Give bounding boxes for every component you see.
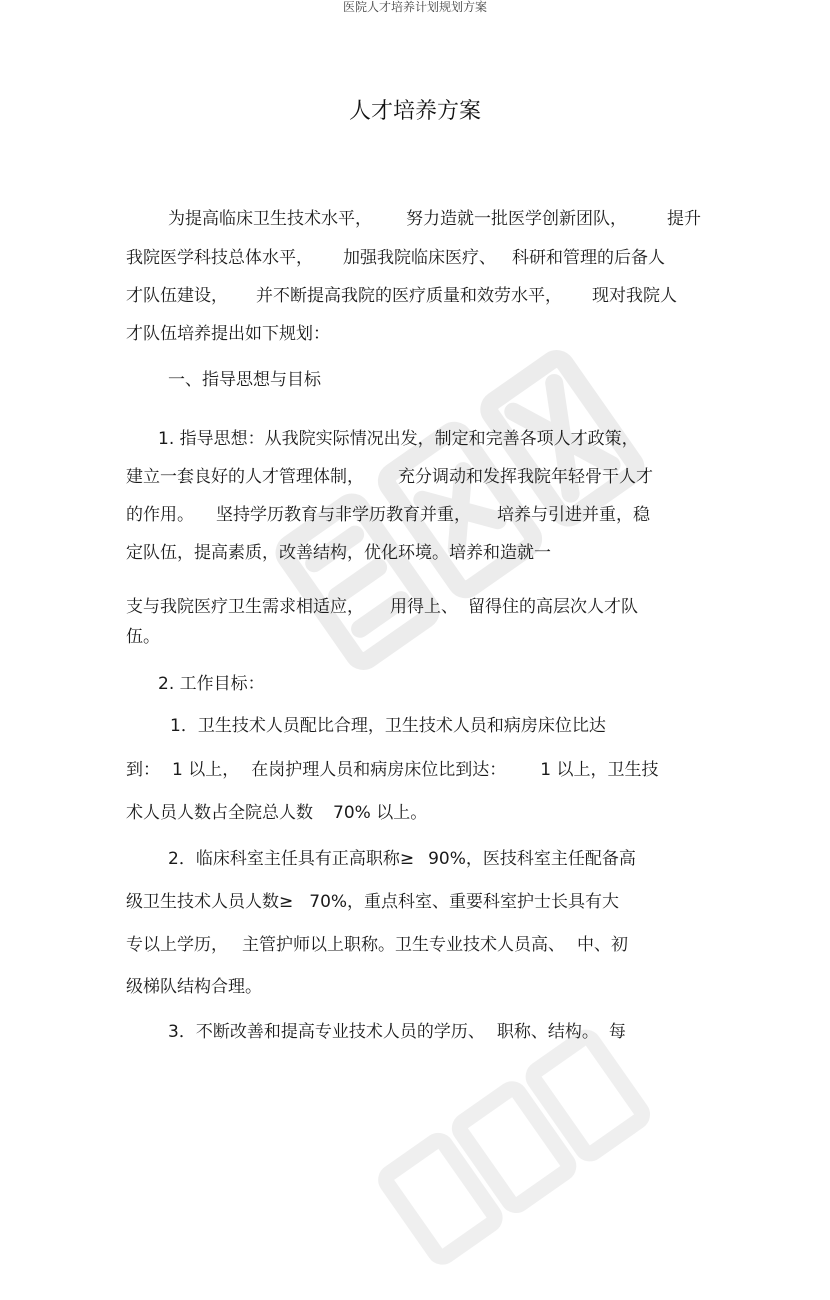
- intro-line-3-part-a: 才队伍建设，: [126, 286, 228, 306]
- guiding-line-5-part-a: 支与我院医疗卫生需求相适应，: [126, 597, 364, 617]
- goal-3-line-1-part-a: 3．不断改善和提高专业技术人员的学历、: [168, 1022, 485, 1042]
- guiding-line-5: [126, 594, 638, 620]
- watermark-logo-icon-lower: [360, 1000, 660, 1300]
- goal-2-line-1-part-a: 2．临床科室主任具有正高职称≥: [168, 849, 415, 869]
- goal-3-line-1-part-b: 职称、结构。: [496, 1022, 599, 1042]
- goal-2-line-1: [168, 846, 636, 872]
- goal-3-line-1: [168, 1019, 626, 1045]
- goal-1-line-1: [170, 713, 606, 739]
- goal-1-line-3-part-a: 术人员人数占全院总人数: [126, 803, 313, 823]
- goal-1-line-2-part-b: 1 以上，: [172, 760, 240, 780]
- intro-line-3-part-c: 现对我院人: [592, 286, 677, 306]
- guiding-line-1-text: 1. 指导思想：从我院实际情况出发，制定和完善各项人才政策，: [158, 429, 639, 449]
- guiding-line-3-part-c: 培养与引进并重，稳: [497, 505, 650, 525]
- goal-2-line-2-part-b: 70%，重点科室、重要科室护士长具有大: [309, 892, 620, 912]
- guiding-line-4: [126, 540, 551, 566]
- guiding-line-4-text: 定队伍，提高素质，改善结构，优化环境。培养和造就一: [126, 543, 551, 563]
- intro-line-1-part-a: 为提高临床卫生技术水平，: [168, 209, 372, 229]
- goal-1-line-2-part-d: 1 以上，卫生技: [540, 760, 659, 780]
- intro-line-1-part-c: 提升: [667, 209, 701, 229]
- intro-line-3-part-b: 并不断提高我院的医疗质量和效劳水平，: [256, 286, 562, 306]
- goals-heading-text: 2. 工作目标：: [158, 674, 265, 694]
- goal-1-line-2-part-a: 到：: [126, 760, 160, 780]
- goal-2-line-1-part-b: 90%，医技科室主任配备高: [428, 849, 636, 869]
- intro-line-1: [168, 206, 701, 232]
- intro-line-2-part-a: 我院医学科技总体水平，: [126, 248, 313, 268]
- guiding-line-5-part-c: 留得住的高层次人才队: [468, 597, 638, 617]
- goal-2-line-3: [126, 932, 628, 958]
- intro-line-2-part-b: 加强我院临床医疗、: [343, 248, 496, 268]
- section-heading-text: 一、指导思想与目标: [168, 370, 321, 390]
- intro-line-2: [126, 245, 665, 271]
- guiding-line-2-part-b: 充分调动和发挥我院年轻骨干人才: [398, 467, 653, 487]
- goal-2-line-4-text: 级梯队结构合理。: [126, 977, 262, 997]
- guiding-line-2: [126, 464, 653, 490]
- guiding-line-3: [126, 502, 650, 528]
- section-heading: [168, 367, 321, 393]
- running-header: 医院人才培养计划规划方案: [342, 0, 487, 14]
- goal-2-line-2: [126, 889, 619, 915]
- guiding-line-5-part-b: 用得上、: [390, 597, 458, 617]
- goal-2-line-3-part-c: 中、初: [577, 935, 628, 955]
- guiding-line-6: [126, 624, 160, 650]
- guiding-line-3-part-b: 坚持学历教育与非学历教育并重，: [216, 505, 471, 525]
- goal-1-line-2-part-c: 在岗护理人员和病房床位比到达：: [251, 760, 507, 780]
- goal-1-line-3: [126, 800, 427, 826]
- goal-2-line-4: [126, 974, 262, 1000]
- intro-line-3: [126, 283, 677, 309]
- goal-1-line-3-part-b: 70% 以上。: [333, 803, 428, 823]
- goal-1-line-2: [126, 757, 658, 783]
- goal-2-line-2-part-a: 级卫生技术人员人数≥: [126, 892, 294, 912]
- guiding-line-1: [158, 426, 639, 452]
- guiding-line-3-part-a: 的作用。: [126, 505, 194, 525]
- intro-line-2-part-c: 科研和管理的后备人: [512, 248, 665, 268]
- goals-heading: [158, 671, 265, 697]
- goal-2-line-3-part-b: 主管护师以上职称。卫生专业技术人员高、: [242, 935, 565, 955]
- goal-2-line-3-part-a: 专以上学历，: [126, 935, 228, 955]
- goal-1-line-1-text: 1．卫生技术人员配比合理，卫生技术人员和病房床位比达: [170, 716, 606, 736]
- document-title: 人才培养方案: [348, 99, 481, 124]
- goal-3-line-1-part-c: 每: [608, 1022, 626, 1042]
- intro-line-1-part-b: 努力造就一批医学创新团队，: [406, 209, 627, 229]
- intro-line-4: [126, 321, 330, 347]
- intro-line-4-text: 才队伍培养提出如下规划：: [126, 324, 330, 344]
- guiding-line-6-text: 伍。: [126, 627, 160, 647]
- guiding-line-2-part-a: 建立一套良好的人才管理体制，: [126, 467, 364, 487]
